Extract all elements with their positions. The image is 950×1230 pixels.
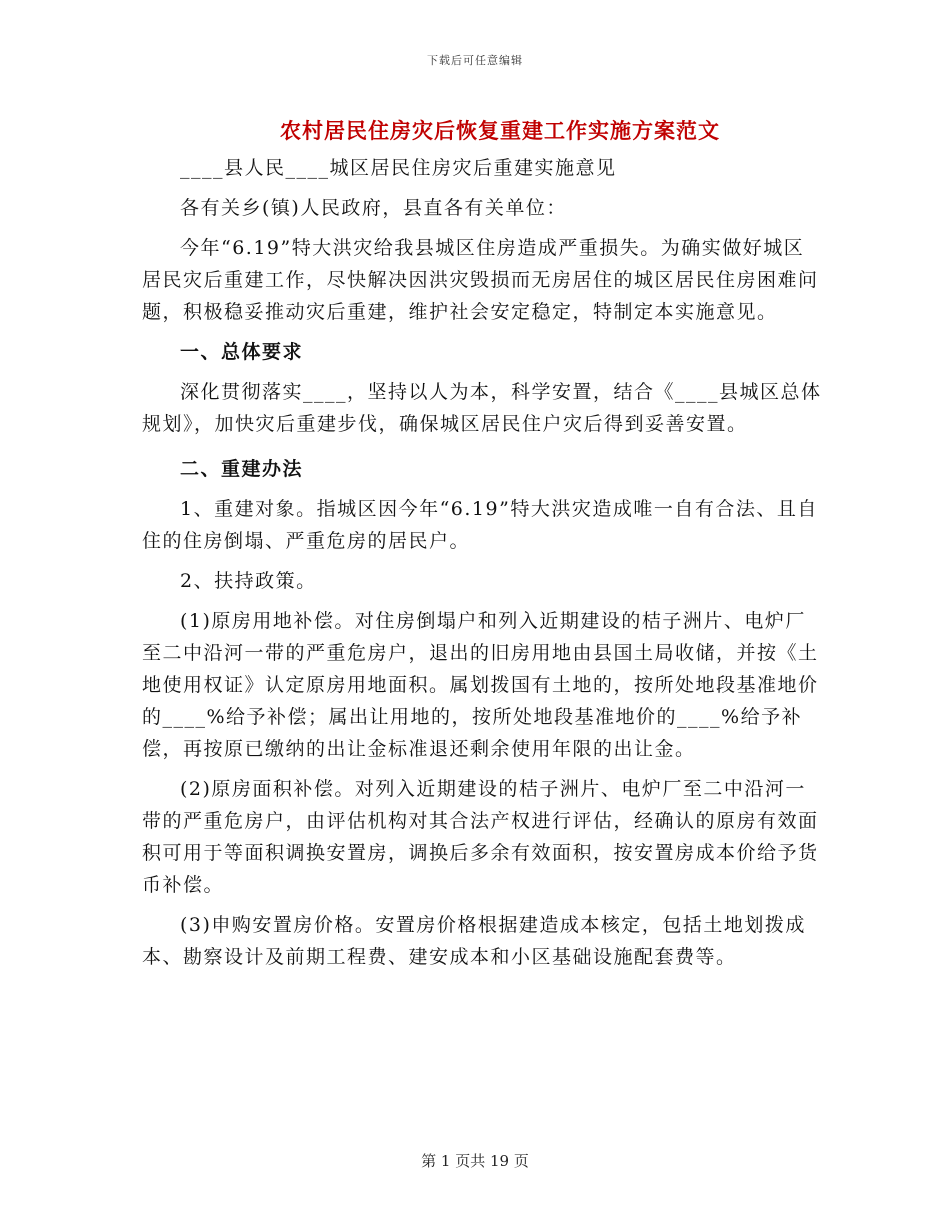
salutation: 各有关乡(镇)人民政府，县直各有关单位：: [180, 197, 567, 219]
section-heading-general-requirements: 一、总体要求: [180, 341, 304, 363]
document-body: [142, 152, 822, 973]
section-body-general-requirements: 深化贯彻落实____，坚持以人为本，科学安置，结合《____县城区总体规划》，加快灾后重建步伐，确保城区居民住户灾后得到妥善安置。: [142, 381, 822, 435]
policy-purchase-price: (3)申购安置房价格。安置房价格根据建造成本核定，包括土地划拨成本、勘察设计及前期工程费、建安成本和小区基础设施配套费等。: [142, 914, 806, 968]
list-item-support-policy: 2、扶持政策。: [180, 570, 317, 592]
policy-land-compensation: (1)原房用地补偿。对住房倒塌户和列入近期建设的桔子洲片、电炉厂至二中沿河一带的严重危房户，退出的旧房用地由县国土局收储，并按《土地使用权证》认定原房用地面积。属划拨国有土地的，按所处地段基准地价的____%给予补偿；属出让用地的，按所处地段基准地价的____%给予补偿，再按原已缴纳的出让金标准退还剩余使用年限的出让金。: [142, 610, 819, 760]
header-note: 下载后可任意编辑: [427, 54, 523, 67]
policy-area-compensation: (2)原房面积补偿。对列入近期建设的桔子洲片、电炉厂至二中沿河一带的严重危房户，由评估机构对其合法产权进行评估，经确认的原房有效面积可用于等面积调换安置房，调换后多余有效面积，按安置房成本价给予货币补偿。: [142, 778, 819, 896]
subtitle: ____县人民____城区居民住房灾后重建实施意见: [180, 157, 617, 179]
section-heading-rebuild-methods: 二、重建办法: [180, 458, 304, 480]
document-title: 农村居民住房灾后恢复重建工作实施方案范文: [280, 118, 720, 143]
page-footer: 第 1 页共 19 页: [421, 1152, 529, 1170]
intro-paragraph: 今年“6.19”特大洪灾给我县城区住房造成严重损失。为确实做好城区居民灾后重建工作，尽快解决因洪灾毁损而无房居住的城区居民住房困难问题，积极稳妥推动灾后重建，维护社会安定稳定，特制定本实施意见。: [142, 237, 819, 323]
list-item-rebuild-target: 1、重建对象。指城区因今年“6.19”特大洪灾造成唯一自有合法、且自住的住房倒塌、严重危房的居民户。: [142, 498, 818, 552]
